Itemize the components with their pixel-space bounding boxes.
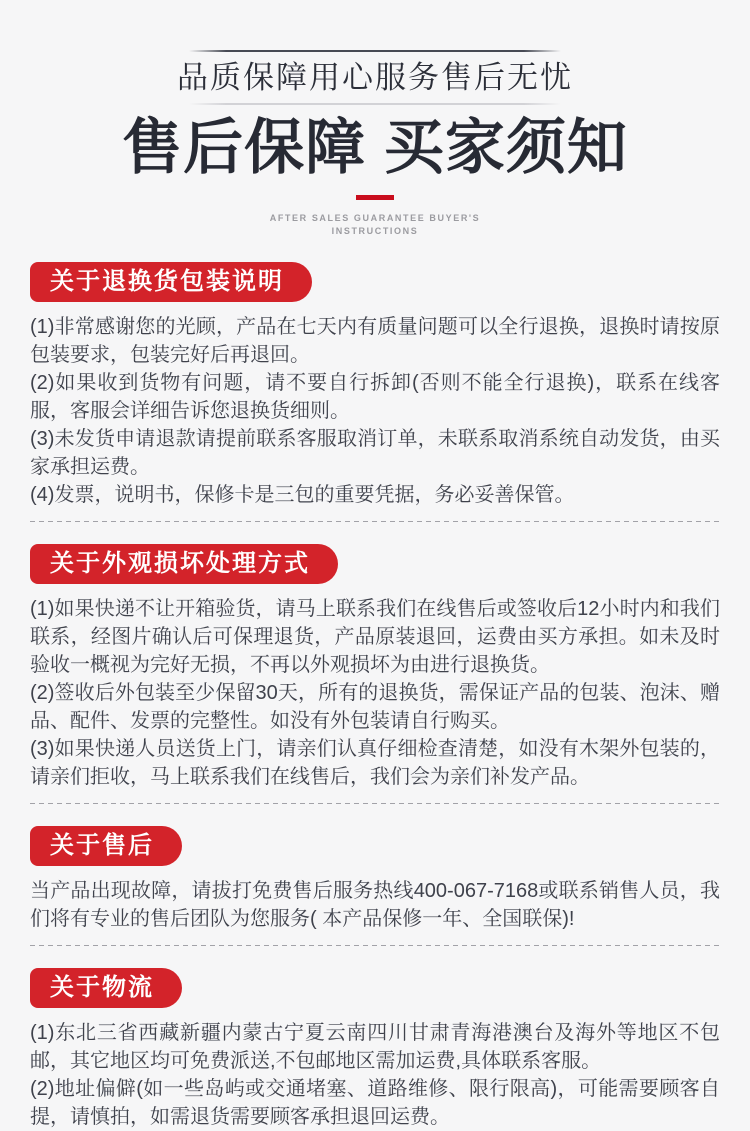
decorative-line-top	[189, 50, 561, 52]
paragraph: (3)如果快递人员送货上门，请亲们认真仔细检查清楚，如没有木架外包装的，请亲们拒收，马上联系我们在线售后，我们会为亲们补发产品。	[30, 738, 720, 788]
page-title: 售后保障 买家须知	[122, 114, 628, 181]
section-appearance-damage	[30, 544, 720, 804]
paragraph: (4)发票，说明书，保修卡是三包的重要凭据，务必妥善保管。	[30, 484, 575, 506]
paragraph: (2)如果收到货物有问题，请不要自行拆卸(否则不能全行退换)，联系在线客服，客服会详细告诉您退换货细则。	[30, 372, 720, 422]
paragraph: 当产品出现故障，请拔打免费售后服务热线400-067-7168或联系销售人员，我们将有专业的售后团队为您服务( 本产品保修一年、全国联保)!	[30, 880, 720, 930]
section-return-packaging	[30, 262, 720, 522]
red-dash-accent	[356, 195, 394, 200]
paragraph: (2)签收后外包装至少保留30天，所有的退换货，需保证产品的包装、泡沫、赠品、配件、发票的完整性。如没有外包装请自行购买。	[30, 682, 720, 732]
section-paragraphs	[30, 313, 720, 509]
paragraph: (1)非常感谢您的光顾，产品在七天内有质量问题可以全行退换，退换时请按原包装要求，包装完好后再退回。	[30, 316, 720, 366]
notice-content	[0, 262, 750, 1131]
english-subtitle	[0, 212, 750, 238]
section-header-badge: 关于退换货包装说明	[30, 262, 312, 302]
paragraph: (2)地址偏僻(如一些岛屿或交通堵塞、道路维修、限行限高)，可能需要顾客自提，请慎拍，如需退货需要顾客承担退回运费。	[30, 1078, 720, 1128]
quality-tagline: 品质保障用心服务售后无忧	[177, 60, 573, 95]
paragraph: (3)未发货申请退款请提前联系客服取消订单，未联系取消系统自动发货，由买家承担运费。	[30, 428, 720, 478]
dashed-divider	[30, 803, 720, 804]
english-subtitle-line1: AFTER SALES GUARANTEE BUYER'S	[269, 213, 481, 223]
section-header-badge: 关于物流	[30, 968, 182, 1008]
section-paragraphs	[30, 877, 720, 933]
page-header	[0, 0, 750, 238]
paragraph: (1)如果快递不让开箱验货，请马上联系我们在线售后或签收后12小时内和我们联系，经图片确认后可保理退货，产品原装退回，运费由买方承担。如未及时验收一概视为完好无损，不再以外观损坏为由进行退换货。	[30, 598, 720, 676]
section-after-sales	[30, 826, 720, 946]
section-logistics	[30, 968, 720, 1131]
dashed-divider	[30, 521, 720, 522]
paragraph: (1)东北三省西藏新疆内蒙古宁夏云南四川甘肃青海港澳台及海外等地区不包邮，其它地区均可免费派送,不包邮地区需加运费,具体联系客服。	[30, 1022, 720, 1072]
dashed-divider	[30, 945, 720, 946]
section-paragraphs	[30, 595, 720, 791]
section-paragraphs	[30, 1019, 720, 1131]
section-header-badge: 关于外观损坏处理方式	[30, 544, 338, 584]
decorative-line-bottom	[189, 103, 561, 105]
section-header-badge: 关于售后	[30, 826, 182, 866]
english-subtitle-line2: INSTRUCTIONS	[331, 226, 419, 236]
